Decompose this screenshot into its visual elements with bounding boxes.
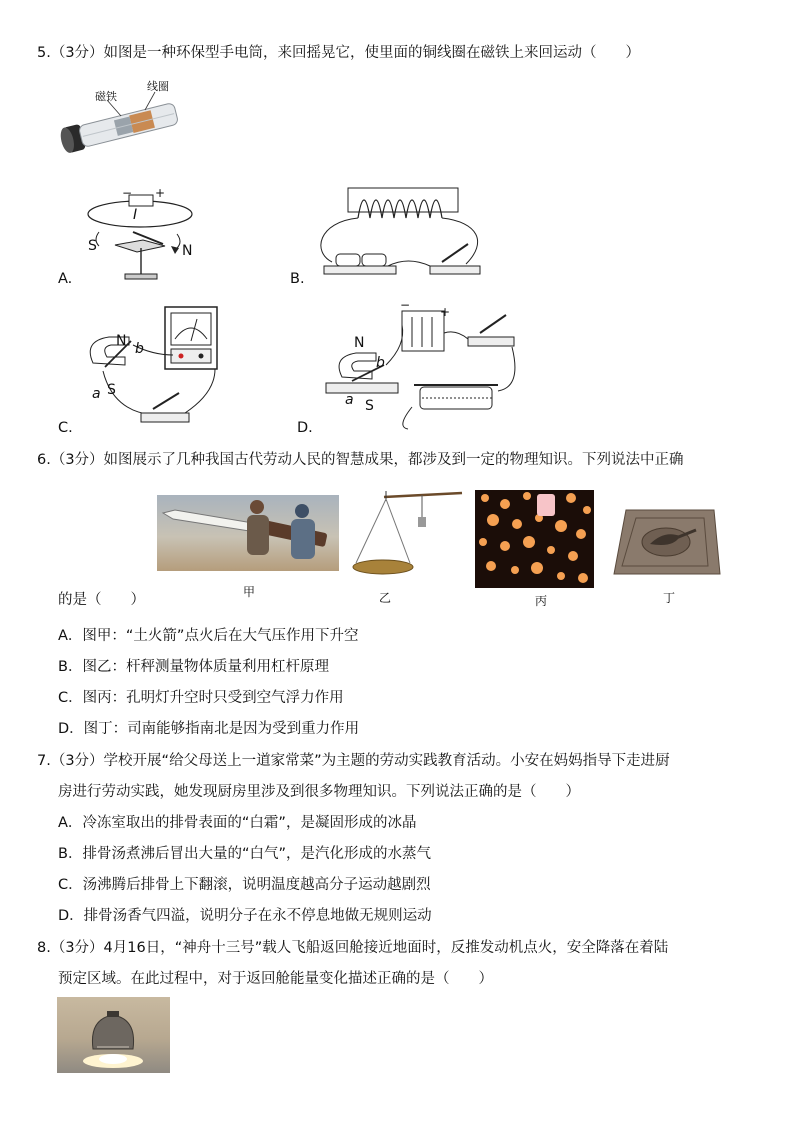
option-d-label: D. — [297, 420, 313, 436]
return-capsule-photo — [57, 997, 170, 1073]
d-minus: − — [400, 298, 411, 312]
a-n-pole: N — [182, 243, 193, 259]
option-d-diagram — [322, 303, 522, 433]
a-s-pole: S — [88, 238, 97, 254]
q6-option-a: A．图甲：“土火箭”点火后在大气压作用下升空 — [58, 628, 359, 644]
a-minus: − — [122, 186, 133, 200]
option-a-diagram — [85, 188, 215, 288]
c-b: b — [135, 341, 144, 357]
caption-bing: 丙 — [535, 594, 548, 608]
d-n-pole: N — [354, 335, 365, 351]
d-b: b — [376, 355, 385, 371]
caption-jia: 甲 — [243, 585, 256, 599]
c-s-pole: S — [107, 382, 116, 398]
q7-option-b: B．排骨汤煮沸后冒出大量的“白气”，是汽化形成的水蒸气 — [58, 846, 431, 862]
flashlight-image — [55, 74, 185, 166]
a-current: I — [133, 207, 138, 223]
d-s-pole: S — [365, 398, 374, 414]
q8-stem-2: 预定区域。在此过程中，对于返回舱能量变化描述正确的是（ ） — [58, 971, 493, 987]
option-c-diagram — [85, 305, 235, 435]
d-plus: + — [440, 305, 451, 319]
coil-label: 线圈 — [147, 80, 169, 93]
caption-ding: 丁 — [663, 591, 676, 605]
q6-stem-2: 的是（ ） — [58, 592, 145, 608]
sinan-compass-image — [610, 500, 720, 582]
q7-stem-1: 7.（3分）学校开展“给父母送上一道家常菜”为主题的劳动实践教育活动。小安在妈妈指导下走进厨 — [37, 753, 670, 769]
q7-stem-2: 房进行劳动实践，她发现厨房里涉及到很多物理知识。下列说法正确的是（ ） — [58, 784, 580, 800]
q7-option-c: C．汤沸腾后排骨上下翻滚，说明温度越高分子运动越剧烈 — [58, 877, 431, 893]
q6-option-d: D．图丁：司南能够指南北是因为受到重力作用 — [58, 721, 360, 737]
option-c-label: C. — [58, 420, 73, 436]
lanterns-photo — [475, 490, 594, 588]
option-b-diagram — [318, 182, 488, 282]
q7-option-d: D．排骨汤香气四溢，说明分子在永不停息地做无规则运动 — [58, 908, 432, 924]
magnet-label: 磁铁 — [95, 90, 117, 103]
q5-stem: 5.（3分）如图是一种环保型手电筒，来回摇晃它，使里面的铜线圈在磁铁上来回运动（ ） — [37, 45, 641, 61]
rocket-photo — [157, 495, 339, 571]
q6-stem-1: 6.（3分）如图展示了几种我国古代劳动人民的智慧成果，都涉及到一定的物理知识。下列说法中正确 — [37, 452, 684, 468]
c-a: a — [92, 386, 101, 402]
caption-yi: 乙 — [379, 591, 392, 605]
q6-option-c: C．图丙：孔明灯升空时只受到空气浮力作用 — [58, 690, 344, 706]
option-b-label: B. — [290, 271, 305, 287]
option-a-label: A. — [58, 271, 73, 287]
q8-stem-1: 8.（3分）4月16日，“神舟十三号”载人飞船返回舱接近地面时，反推发动机点火，安全降落在着陆 — [37, 940, 669, 956]
q7-option-a: A．冷冻室取出的排骨表面的“白霜”，是凝固形成的冰晶 — [58, 815, 417, 831]
c-n-pole: N — [116, 333, 127, 349]
q6-option-b: B．图乙：杆秤测量物体质量利用杠杆原理 — [58, 659, 329, 675]
a-plus: + — [155, 186, 166, 200]
steelyard-image — [350, 487, 470, 582]
d-a: a — [345, 392, 354, 408]
